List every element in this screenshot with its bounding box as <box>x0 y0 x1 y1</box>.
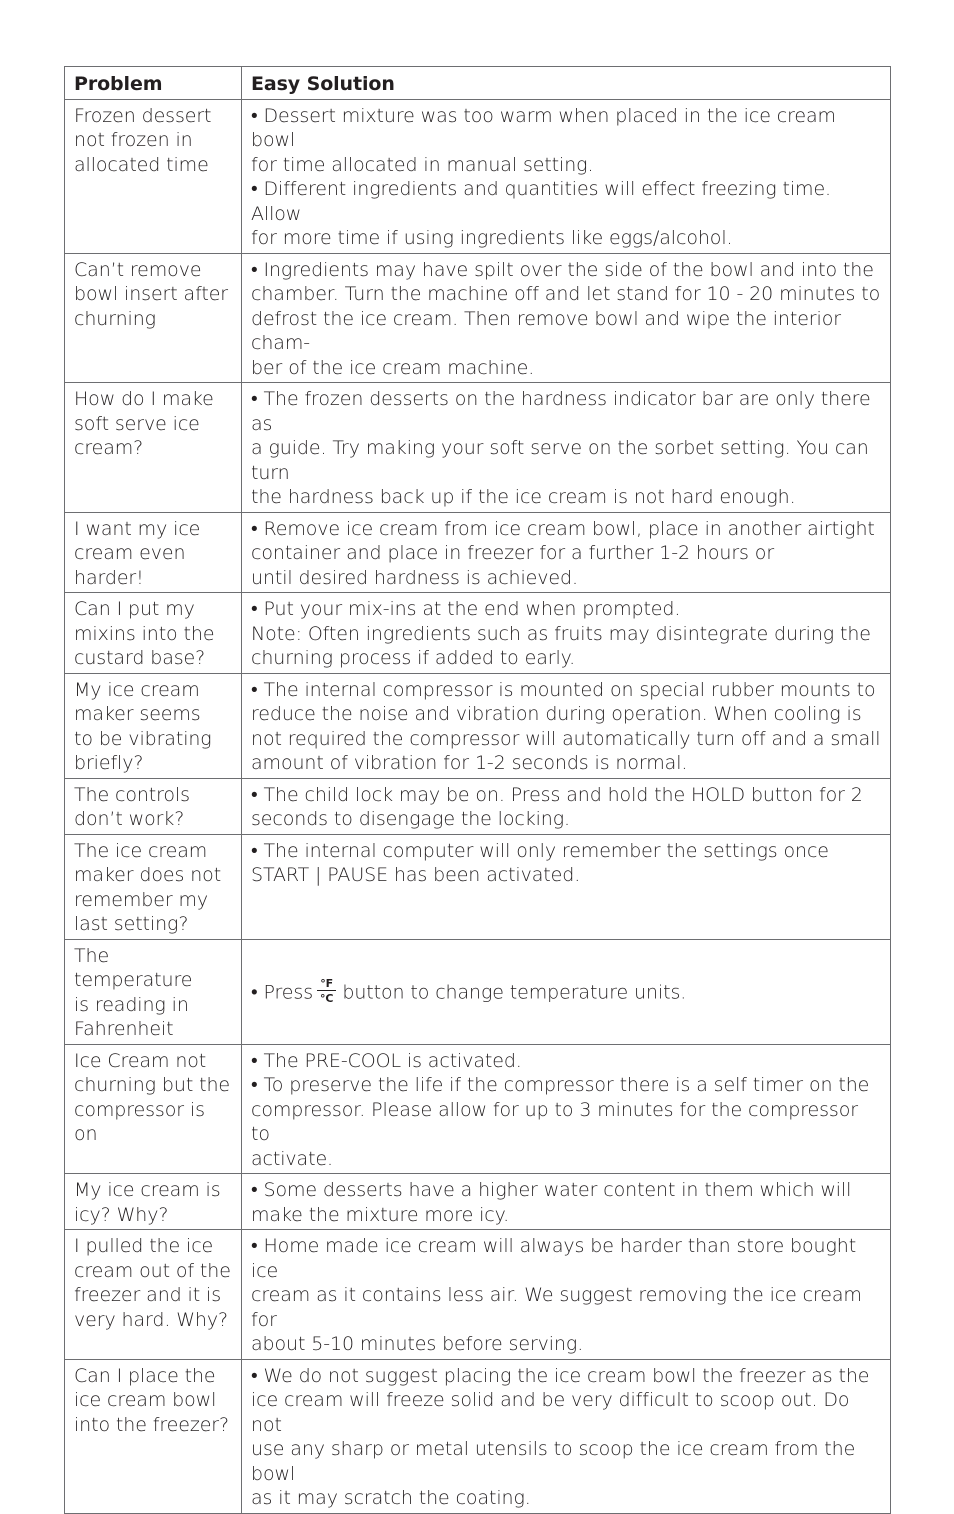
problem-text-line: cream even <box>74 542 186 564</box>
header-easy-solution: Easy Solution <box>242 67 891 100</box>
problem-cell <box>65 1230 242 1360</box>
table-row <box>65 593 891 674</box>
problem-text-line: Can I place the <box>74 1364 216 1387</box>
problem-text-line: My ice cream <box>74 678 200 701</box>
solution-text-line: amount of vibration for 1-2 seconds is normal. <box>251 752 688 774</box>
solution-text-line: • Remove ice cream from ice cream bowl, place in another airtight <box>251 517 875 540</box>
solution-text-line <box>251 976 882 1006</box>
problem-cell <box>65 99 242 253</box>
problem-text-line: I want my ice <box>74 517 201 540</box>
temperature-unit-icon <box>317 978 336 1004</box>
solution-text-line: churning process if added to early. <box>251 647 576 669</box>
solution-text-line: Note: Often ingredients such as fruits may disintegrate during the <box>251 622 871 645</box>
problem-cell <box>65 939 242 1044</box>
problem-text-line: churning <box>74 307 156 330</box>
solution-cell <box>242 778 891 834</box>
solution-cell <box>242 383 891 513</box>
table-row <box>65 1230 891 1360</box>
solution-text-line: chamber. Turn the machine off and let stand for 10 - 20 minutes to <box>251 283 881 305</box>
problem-text-line: The temperature <box>74 944 193 991</box>
problem-text-line: churning but the <box>74 1074 230 1096</box>
problem-text-line: icy? Why? <box>74 1203 169 1226</box>
solution-text-line: make the mixture more icy. <box>251 1203 510 1226</box>
solution-text-line: compressor. Please allow for up to 3 minutes for the compressor to <box>251 1098 864 1145</box>
problem-text-line: The controls <box>74 783 190 806</box>
solution-cell <box>242 512 891 593</box>
problem-text-line: Can’t remove <box>74 258 202 281</box>
problem-text-line: How do I make <box>74 388 214 410</box>
table-body <box>65 99 891 1513</box>
problem-cell <box>65 253 242 383</box>
solution-text-line: • The frozen desserts on the hardness indicator bar are only there as <box>251 388 877 435</box>
table-row <box>65 512 891 593</box>
problem-text-line: My ice cream is <box>74 1179 221 1201</box>
table-row <box>65 834 891 939</box>
table-row <box>65 778 891 834</box>
problem-text-line: don’t work? <box>74 808 185 830</box>
solution-text-before: • Press <box>251 981 313 1003</box>
problem-text-line: I pulled the ice <box>74 1235 214 1257</box>
solution-text-line: about 5-10 minutes before serving. <box>251 1333 584 1355</box>
problem-text-line: harder! <box>74 566 144 589</box>
table-header-row <box>65 67 891 100</box>
problem-text-line: maker does not <box>74 864 222 886</box>
solution-text-line: • Some desserts have a higher water content in them which will <box>251 1179 852 1201</box>
problem-text-line: remember my <box>74 888 209 911</box>
solution-text-line: the hardness back up if the ice cream is not hard enough. <box>251 486 796 508</box>
table-row <box>65 383 891 513</box>
solution-text-line: ber of the ice cream machine. <box>251 356 535 379</box>
solution-cell <box>242 1044 891 1174</box>
problem-text-line: into the freezer? <box>74 1413 229 1436</box>
problem-text-line: maker seems <box>74 703 201 725</box>
solution-cell <box>242 673 891 778</box>
solution-text-line: • Put your mix-ins at the end when prompted. <box>251 598 681 620</box>
problem-text-line: cream out of the <box>74 1259 231 1282</box>
problem-text-line: freezer and it is <box>74 1284 222 1306</box>
solution-text-line: container and place in freezer for a further 1-2 hours or <box>251 542 775 564</box>
solution-text-line: • The internal computer will only remember the settings once <box>251 839 829 862</box>
table-row <box>65 1359 891 1513</box>
problem-text-line: allocated time <box>74 153 209 176</box>
problem-text-line: Can I put my <box>74 598 195 620</box>
table-row <box>65 673 891 778</box>
troubleshooting-table <box>64 66 891 1514</box>
problem-cell <box>65 383 242 513</box>
problem-text-line: last setting? <box>74 913 189 935</box>
problem-cell <box>65 593 242 674</box>
solution-text-line: • We do not suggest placing the ice cream bowl the freezer as the <box>251 1364 870 1387</box>
solution-cell <box>242 939 891 1044</box>
solution-text-line: until desired hardness is achieved. <box>251 566 578 589</box>
solution-cell <box>242 1359 891 1513</box>
solution-text-line: defrost the ice cream. Then remove bowl and wipe the interior cham- <box>251 307 847 354</box>
problem-text-line: mixins into the <box>74 622 215 645</box>
solution-cell <box>242 593 891 674</box>
problem-text-line: The ice cream <box>74 839 208 862</box>
solution-text-line: seconds to disengage the locking. <box>251 808 570 830</box>
problem-cell <box>65 1044 242 1174</box>
problem-text-line: Ice Cream not <box>74 1049 207 1072</box>
solution-text-line: activate. <box>251 1147 333 1170</box>
solution-cell <box>242 1230 891 1360</box>
solution-text-line: ice cream will freeze solid and be very difficult to scoop out. Do not <box>251 1389 856 1436</box>
problem-text-line: soft serve ice <box>74 412 200 435</box>
solution-text-line: a guide. Try making your soft serve on the sorbet setting. You can turn <box>251 437 875 484</box>
solution-text-line: • To preserve the life if the compressor there is a self timer on the <box>251 1074 870 1096</box>
solution-text-line: for more time if using ingredients like eggs/alcohol. <box>251 227 733 249</box>
problem-cell <box>65 673 242 778</box>
celsius-label: °C <box>320 991 334 1005</box>
problem-text-line: compressor is on <box>74 1098 205 1145</box>
problem-text-line: very hard. Why? <box>74 1308 228 1331</box>
table-row <box>65 1174 891 1230</box>
problem-cell <box>65 512 242 593</box>
solution-text-line: use any sharp or metal utensils to scoop the ice cream from the bowl <box>251 1438 862 1485</box>
table-row <box>65 99 891 253</box>
fahrenheit-label: °F <box>317 978 336 991</box>
solution-text-line: • The child lock may be on. Press and hold the HOLD button for 2 <box>251 783 863 806</box>
problem-text-line: custard base? <box>74 647 206 669</box>
problem-text-line: Fahrenheit <box>74 1018 174 1040</box>
problem-text-line: ice cream bowl <box>74 1389 217 1411</box>
solution-cell <box>242 253 891 383</box>
solution-text-line: • The internal compressor is mounted on special rubber mounts to <box>251 678 876 701</box>
solution-cell <box>242 834 891 939</box>
problem-cell <box>65 834 242 939</box>
problem-text-line: to be vibrating <box>74 727 212 750</box>
table-row <box>65 1044 891 1174</box>
solution-text-line: • Home made ice cream will always be harder than store bought ice <box>251 1235 862 1282</box>
solution-cell <box>242 99 891 253</box>
solution-text-line: • Dessert mixture was too warm when placed in the ice cream bowl <box>251 104 842 151</box>
problem-text-line: is reading in <box>74 993 189 1016</box>
problem-text-line: bowl insert after <box>74 283 229 305</box>
problem-text-line: cream? <box>74 437 144 459</box>
table-row <box>65 939 891 1044</box>
solution-text-line: START | PAUSE has been activated. <box>251 864 581 886</box>
problem-cell <box>65 778 242 834</box>
problem-cell <box>65 1359 242 1513</box>
solution-text-line: cream as it contains less air. We suggest removing the ice cream for <box>251 1284 868 1331</box>
problem-text-line: briefly? <box>74 752 144 774</box>
table-row <box>65 253 891 383</box>
solution-text-line: • Ingredients may have spilt over the side of the bowl and into the <box>251 258 874 281</box>
solution-text-line: reduce the noise and vibration during operation. When cooling is <box>251 703 862 725</box>
solution-text-after: button to change temperature units. <box>342 981 687 1003</box>
solution-text-line: for time allocated in manual setting. <box>251 153 594 176</box>
problem-text-line: not frozen in <box>74 129 193 151</box>
solution-cell <box>242 1174 891 1230</box>
solution-text-line: not required the compressor will automatically turn off and a small <box>251 727 881 750</box>
solution-text-line: • The PRE-COOL is activated. <box>251 1049 522 1072</box>
troubleshooting-page <box>64 66 890 1514</box>
solution-text-line: • Different ingredients and quantities will effect freezing time. Allow <box>251 178 837 225</box>
problem-cell <box>65 1174 242 1230</box>
header-problem: Problem <box>65 67 242 100</box>
problem-text-line: Frozen dessert <box>74 104 212 127</box>
solution-text-line: as it may scratch the coating. <box>251 1487 531 1509</box>
